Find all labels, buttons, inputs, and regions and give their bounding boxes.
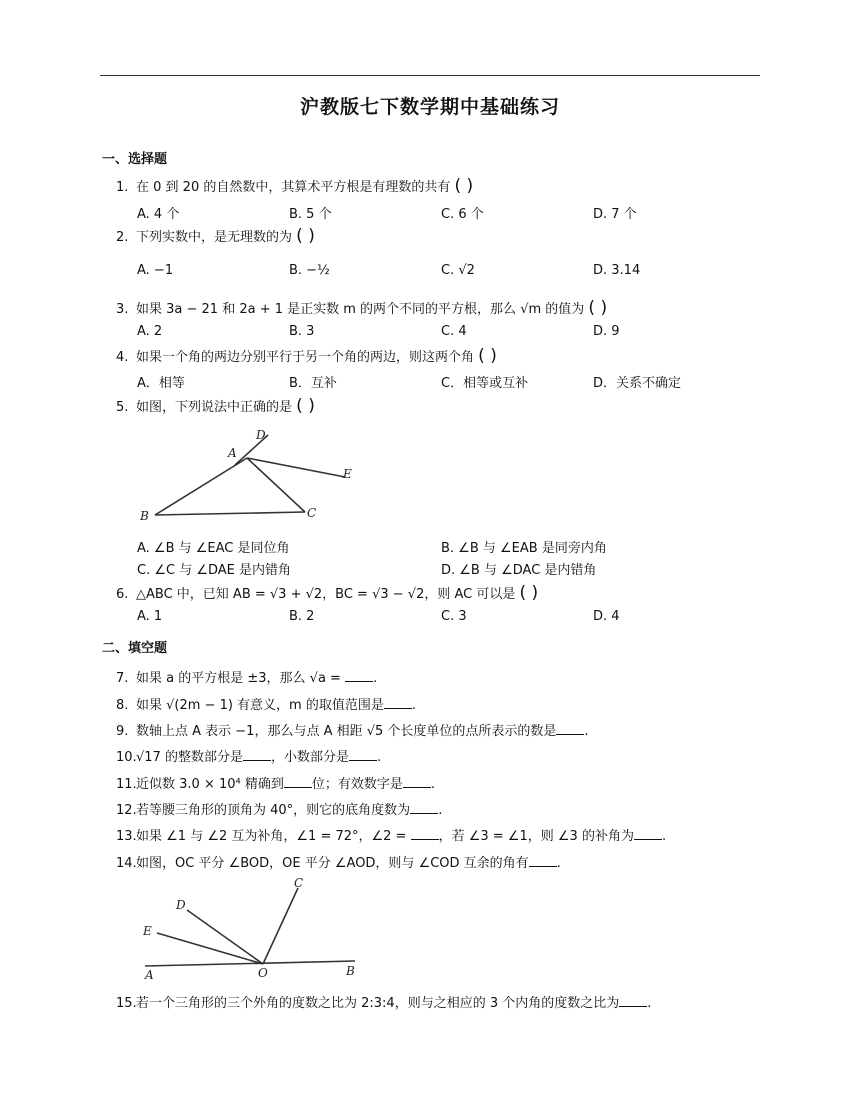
answer-blank[interactable]	[243, 748, 271, 761]
question-12	[116, 799, 442, 818]
question-text: 若一个三角形的三个外角的度数之比为 2:3:4，则与之相应的 3 个内角的度数之比为	[136, 996, 620, 1011]
option-d: D. ∠B 与 ∠DAC 是内错角	[441, 563, 597, 578]
label-b: B	[140, 509, 149, 523]
question-end: .	[438, 803, 443, 818]
label-a: A	[228, 446, 237, 460]
question-end: .	[430, 777, 436, 792]
option-d: D．关系不确定	[593, 376, 682, 391]
option-a: A. ∠B 与 ∠EAC 是同位角	[137, 541, 290, 556]
question-text: √17 的整数部分是	[136, 750, 243, 765]
question-text: 在 0 到 20 的自然数中，其算术平方根是有理数的共有	[136, 180, 451, 195]
question-text: 如果一个角的两边分别平行于另一个角的两边，则这两个角	[136, 350, 475, 365]
option-a: A. 4 个	[137, 207, 180, 222]
question-text: 若等腰三角形的顶角为 40°，则它的底角度数为	[136, 803, 411, 818]
label-e: E	[143, 924, 152, 938]
answer-parenthesis: ( )	[296, 396, 315, 416]
label-o: O	[258, 966, 268, 980]
answer-blank[interactable]	[345, 669, 373, 682]
question-text: 数轴上点 A 表示 −1，那么与点 A 相距 √5 个长度单位的点所表示的数是	[136, 724, 557, 739]
option-c: C. 4	[441, 324, 467, 339]
answer-blank[interactable]	[634, 827, 662, 840]
question-end: .	[661, 829, 667, 844]
answer-blank[interactable]	[349, 748, 377, 761]
question-end: .	[373, 671, 378, 686]
question-number: 12.	[116, 803, 137, 818]
label-b: B	[346, 964, 355, 978]
question-number: 14.	[116, 856, 137, 871]
question-number: 8.	[116, 698, 129, 713]
question-number: 11.	[116, 777, 137, 792]
label-e: E	[343, 467, 352, 481]
question-number: 9.	[116, 724, 129, 739]
option-c: C. 3	[441, 609, 467, 624]
question-number: 4.	[116, 350, 129, 365]
question-text: 如果 √(2m − 1) 有意义，m 的取值范围是	[136, 698, 384, 713]
question-text: 如图，下列说法中正确的是	[136, 400, 293, 415]
option-d: D. 4	[593, 609, 620, 624]
answer-blank[interactable]	[411, 827, 439, 840]
option-c: C. ∠C 与 ∠DAE 是内错角	[137, 563, 292, 578]
question-11	[116, 773, 435, 792]
question-end: .	[584, 724, 589, 739]
question-number: 6.	[116, 587, 129, 602]
question-number: 15.	[116, 996, 137, 1011]
label-d: D	[176, 898, 186, 912]
answer-parenthesis: ( )	[454, 176, 474, 196]
answer-blank[interactable]	[284, 775, 312, 788]
question-number: 7.	[116, 671, 129, 686]
question-end: .	[556, 856, 561, 871]
question-text-mid: ，若 ∠3 = ∠1，则 ∠3 的补角为	[438, 829, 634, 844]
option-b: B. −½	[289, 263, 330, 278]
answer-parenthesis: ( )	[478, 346, 497, 366]
answer-blank[interactable]	[384, 696, 412, 709]
option-d: D. 7 个	[593, 207, 637, 222]
angle-bisector-figure	[135, 873, 370, 983]
question-text-mid: 位；有效数字是	[311, 777, 403, 792]
option-a: A．相等	[137, 376, 185, 391]
answer-blank[interactable]	[556, 722, 584, 735]
option-a: A. −1	[137, 263, 174, 278]
question-text: 如果 ∠1 与 ∠2 互为补角，∠1 = 72°，∠2 =	[136, 829, 407, 844]
answer-blank[interactable]	[529, 854, 557, 867]
question-7	[116, 667, 377, 686]
question-text: 如图，OC 平分 ∠BOD，OE 平分 ∠AOD，则与 ∠COD 互余的角有	[136, 856, 529, 871]
question-2	[116, 226, 315, 246]
question-9	[116, 720, 589, 739]
answer-blank[interactable]	[410, 801, 438, 814]
question-3	[116, 298, 607, 318]
option-b: B．互补	[289, 376, 337, 391]
question-end: .	[647, 996, 652, 1011]
question-number: 13.	[116, 829, 137, 844]
answer-parenthesis: ( )	[296, 226, 315, 246]
question-1	[116, 176, 473, 196]
option-c: C. √2	[441, 263, 475, 278]
question-number: 2.	[116, 230, 129, 245]
section-heading-fill: 二、填空题	[102, 641, 168, 656]
question-4	[116, 346, 497, 366]
question-end: .	[376, 750, 382, 765]
question-10	[116, 746, 381, 765]
label-d: D	[256, 428, 266, 442]
top-rule	[100, 75, 760, 76]
option-b: B. 5 个	[289, 207, 332, 222]
question-text: 如果 a 的平方根是 ±3，那么 √a =	[136, 671, 341, 686]
question-number: 1.	[116, 180, 129, 195]
option-b: B. ∠B 与 ∠EAB 是同旁内角	[441, 541, 607, 556]
option-c: C. 6 个	[441, 207, 484, 222]
label-c: C	[307, 506, 317, 520]
question-end: .	[411, 698, 416, 713]
answer-blank[interactable]	[619, 994, 647, 1007]
question-6	[116, 583, 538, 603]
question-5	[116, 396, 315, 416]
option-d: D. 3.14	[593, 263, 641, 278]
question-text: 如果 3a − 21 和 2a + 1 是正实数 m 的两个不同的平方根，那么 √m 的值为	[136, 302, 585, 317]
option-a: A. 1	[137, 609, 163, 624]
label-c: C	[294, 876, 304, 890]
option-b: B. 3	[289, 324, 315, 339]
option-d: D. 9	[593, 324, 620, 339]
section-heading-choice: 一、选择题	[102, 152, 168, 167]
question-text: △ABC 中，已知 AB = √3 + √2，BC = √3 − √2，则 AC 可以是	[136, 587, 516, 602]
page-title: 沪教版七下数学期中基础练习	[299, 96, 560, 118]
option-c: C．相等或互补	[441, 376, 529, 391]
question-text: 下列实数中，是无理数的为	[136, 230, 293, 245]
option-a: A. 2	[137, 324, 163, 339]
answer-parenthesis: ( )	[588, 298, 608, 318]
label-a: A	[145, 968, 154, 982]
question-8	[116, 694, 416, 713]
answer-blank[interactable]	[403, 775, 431, 788]
question-number: 10.	[116, 750, 137, 765]
question-number: 3.	[116, 302, 129, 317]
question-text-mid: ，小数部分是	[270, 750, 349, 765]
triangle-figure	[135, 425, 370, 525]
question-text: 近似数 3.0 × 10⁴ 精确到	[136, 777, 284, 792]
question-number: 5.	[116, 400, 129, 415]
answer-parenthesis: ( )	[519, 583, 539, 603]
option-b: B. 2	[289, 609, 315, 624]
question-15	[116, 992, 651, 1011]
question-13	[116, 825, 666, 844]
question-14	[116, 852, 561, 871]
